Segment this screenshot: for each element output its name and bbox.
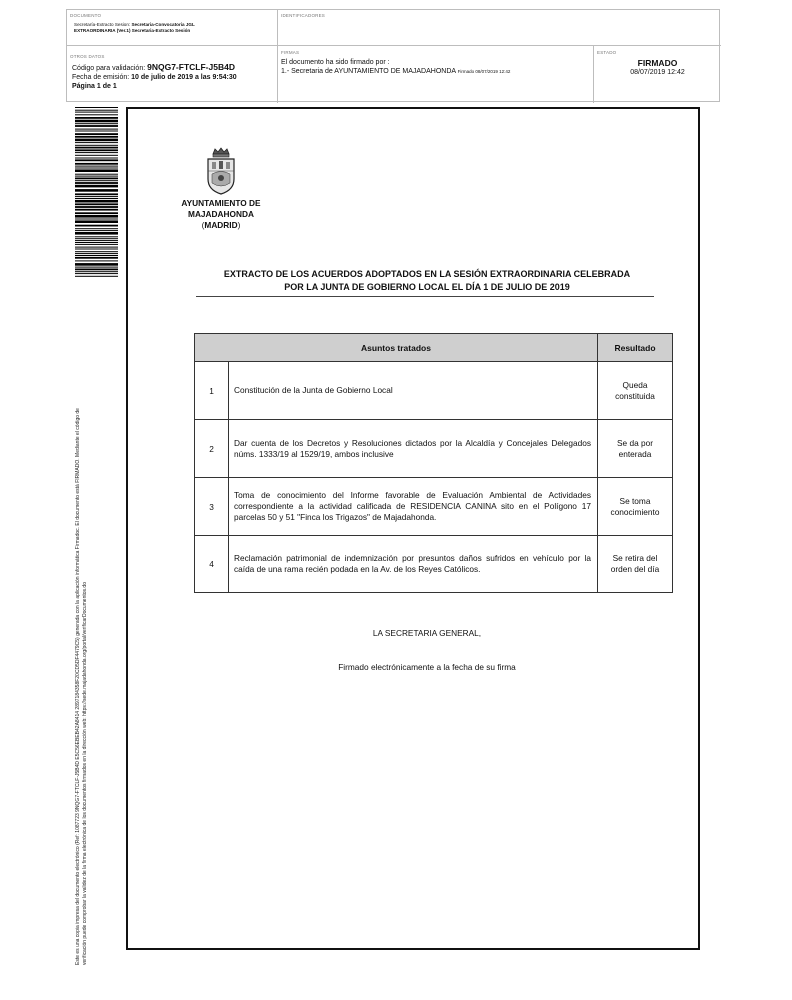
side-text-line1: Este es una copia impresa del documento electrónico (Ref: 1087723 9NQG7-FTCLF-J5B4D E5C56EBEB42A8414 2897184358F20CD5DF4479C5) generada con la aplicación informática Firmadoc. El documento está FIRMADO. Mediante el código de [75,408,81,965]
municipality-line3 [160,220,282,231]
fecha-label: Fecha de emisión: [72,74,132,81]
title-line2: POR LA JUNTA DE GOBIERNO LOCAL EL DÍA 1 DE JULIO DE 2019 [284,282,570,292]
identificadores-label: IDENTIFICADORES [281,13,326,18]
barcode-image [75,107,118,277]
municipality-name [160,198,282,231]
table-row [195,478,673,536]
municipality-line2: MAJADAHONDA [188,209,254,219]
table-header-row [195,334,673,362]
row-resultado [598,420,673,478]
firmas-date: Firmado 08/07/2019 12:42 [457,69,511,74]
fecha-value: 10 de julio de 2019 a las 9:54:30 [131,74,237,81]
table-row [195,362,673,420]
col-resultado-header: Resultado [598,334,673,362]
header-estado-cell [594,46,721,103]
documento-line1: Secretaría-Extracto Sesion: [74,22,132,27]
header-documento-cell [67,10,278,46]
estado-date: 08/07/2019 12:42 [630,69,685,76]
municipality-line1: AYUNTAMIENTO DE [181,198,261,208]
agenda-table [194,333,673,593]
paren-close: ) [237,220,241,230]
signature-role: LA SECRETARIA GENERAL, [372,628,482,638]
document-title [196,268,658,294]
resultado-line1: Se retira del [612,553,658,563]
documento-line2: EXTRAORDINARIA (Ver.1) Secretaria-Extracto Sesión [74,28,191,33]
row-number: 2 [195,420,229,478]
firmas-line2 [281,67,510,76]
header-otros-cell [67,46,278,103]
row-number: 4 [195,536,229,593]
resultado-line2: conocimiento [610,506,660,517]
firmas-signer: 1.- Secretaria de AYUNTAMIENTO DE MAJADAHONDA [281,68,456,75]
row-asunto: Constitución de la Junta de Gobierno Local [229,362,598,420]
row-number: 3 [195,478,229,536]
side-text-line2: verificación puede comprobar la validez de la firma electrónica de los documentos firmados en la dirección web: https://sede.majadahonda.org/portal/verificarDocumentos.do [82,582,88,965]
coat-of-arms-icon [201,147,241,195]
municipality-province: MADRID [204,220,238,230]
pagina: Página 1 de 1 [72,83,117,90]
documento-label: DOCUMENTO [70,13,102,18]
documento-line1-bold: Secretaria-Convocatoria JGL [131,22,195,27]
col-asuntos-header: Asuntos tratados [195,334,598,362]
document-header [66,9,720,102]
firmas-line1: El documento ha sido firmado por : [281,59,390,66]
codigo-label: Código para validación: [72,65,148,72]
codigo-value: 9NQG7-FTCLF-J5B4D [147,62,235,72]
resultado-line2: orden del día [610,564,660,574]
documento-text [74,22,195,34]
resultado-line2: enterada [618,448,652,459]
verification-side-text [75,285,89,965]
firmas-label: FIRMAS [281,50,300,55]
row-asunto: Dar cuenta de los Decretos y Resoluciones dictados por la Alcaldía y Concejales Delegados núms. 1333/19 al 1529/19, ambos inclusive [229,420,598,478]
estado-label: ESTADO [597,50,617,55]
header-identificadores-cell [278,10,721,46]
row-number: 1 [195,362,229,420]
header-firmas-cell [278,46,594,103]
table-row [195,420,673,478]
title-underline [196,296,654,297]
codigo-validacion [72,63,235,73]
table-row [195,536,673,593]
row-resultado [598,362,673,420]
row-asunto: Reclamación patrimonial de indemnización por presuntos daños sufridos en vehículo por la caída de una rama recién podada en la Av. de los Reyes Católicos. [229,536,598,593]
resultado-line1: Se da por [617,437,653,448]
resultado-line2: constituida [615,390,655,401]
fecha-emision [72,73,237,82]
resultado-line1: Se toma [619,495,651,506]
otros-label: OTROS DATOS [70,54,105,59]
row-resultado [598,536,673,593]
resultado-line1: Queda [622,379,648,390]
signature-note: Firmado electrónicamente a la fecha de su firma [338,662,516,672]
title-line1: EXTRACTO DE LOS ACUERDOS ADOPTADOS EN LA SESIÓN EXTRAORDINARIA CELEBRADA [223,269,631,279]
row-asunto: Toma de conocimiento del Informe favorable de Evaluación Ambiental de Actividades correspondiente a la actividad calificada de RESIDENCIA CANINA sito en el Polígono 17 parcelas 50 y 51 "Finca los Trigazos" de Majadahonda. [229,478,598,536]
paren-open: ( [201,220,205,230]
row-resultado [598,478,673,536]
estado-value: FIRMADO [637,58,678,68]
